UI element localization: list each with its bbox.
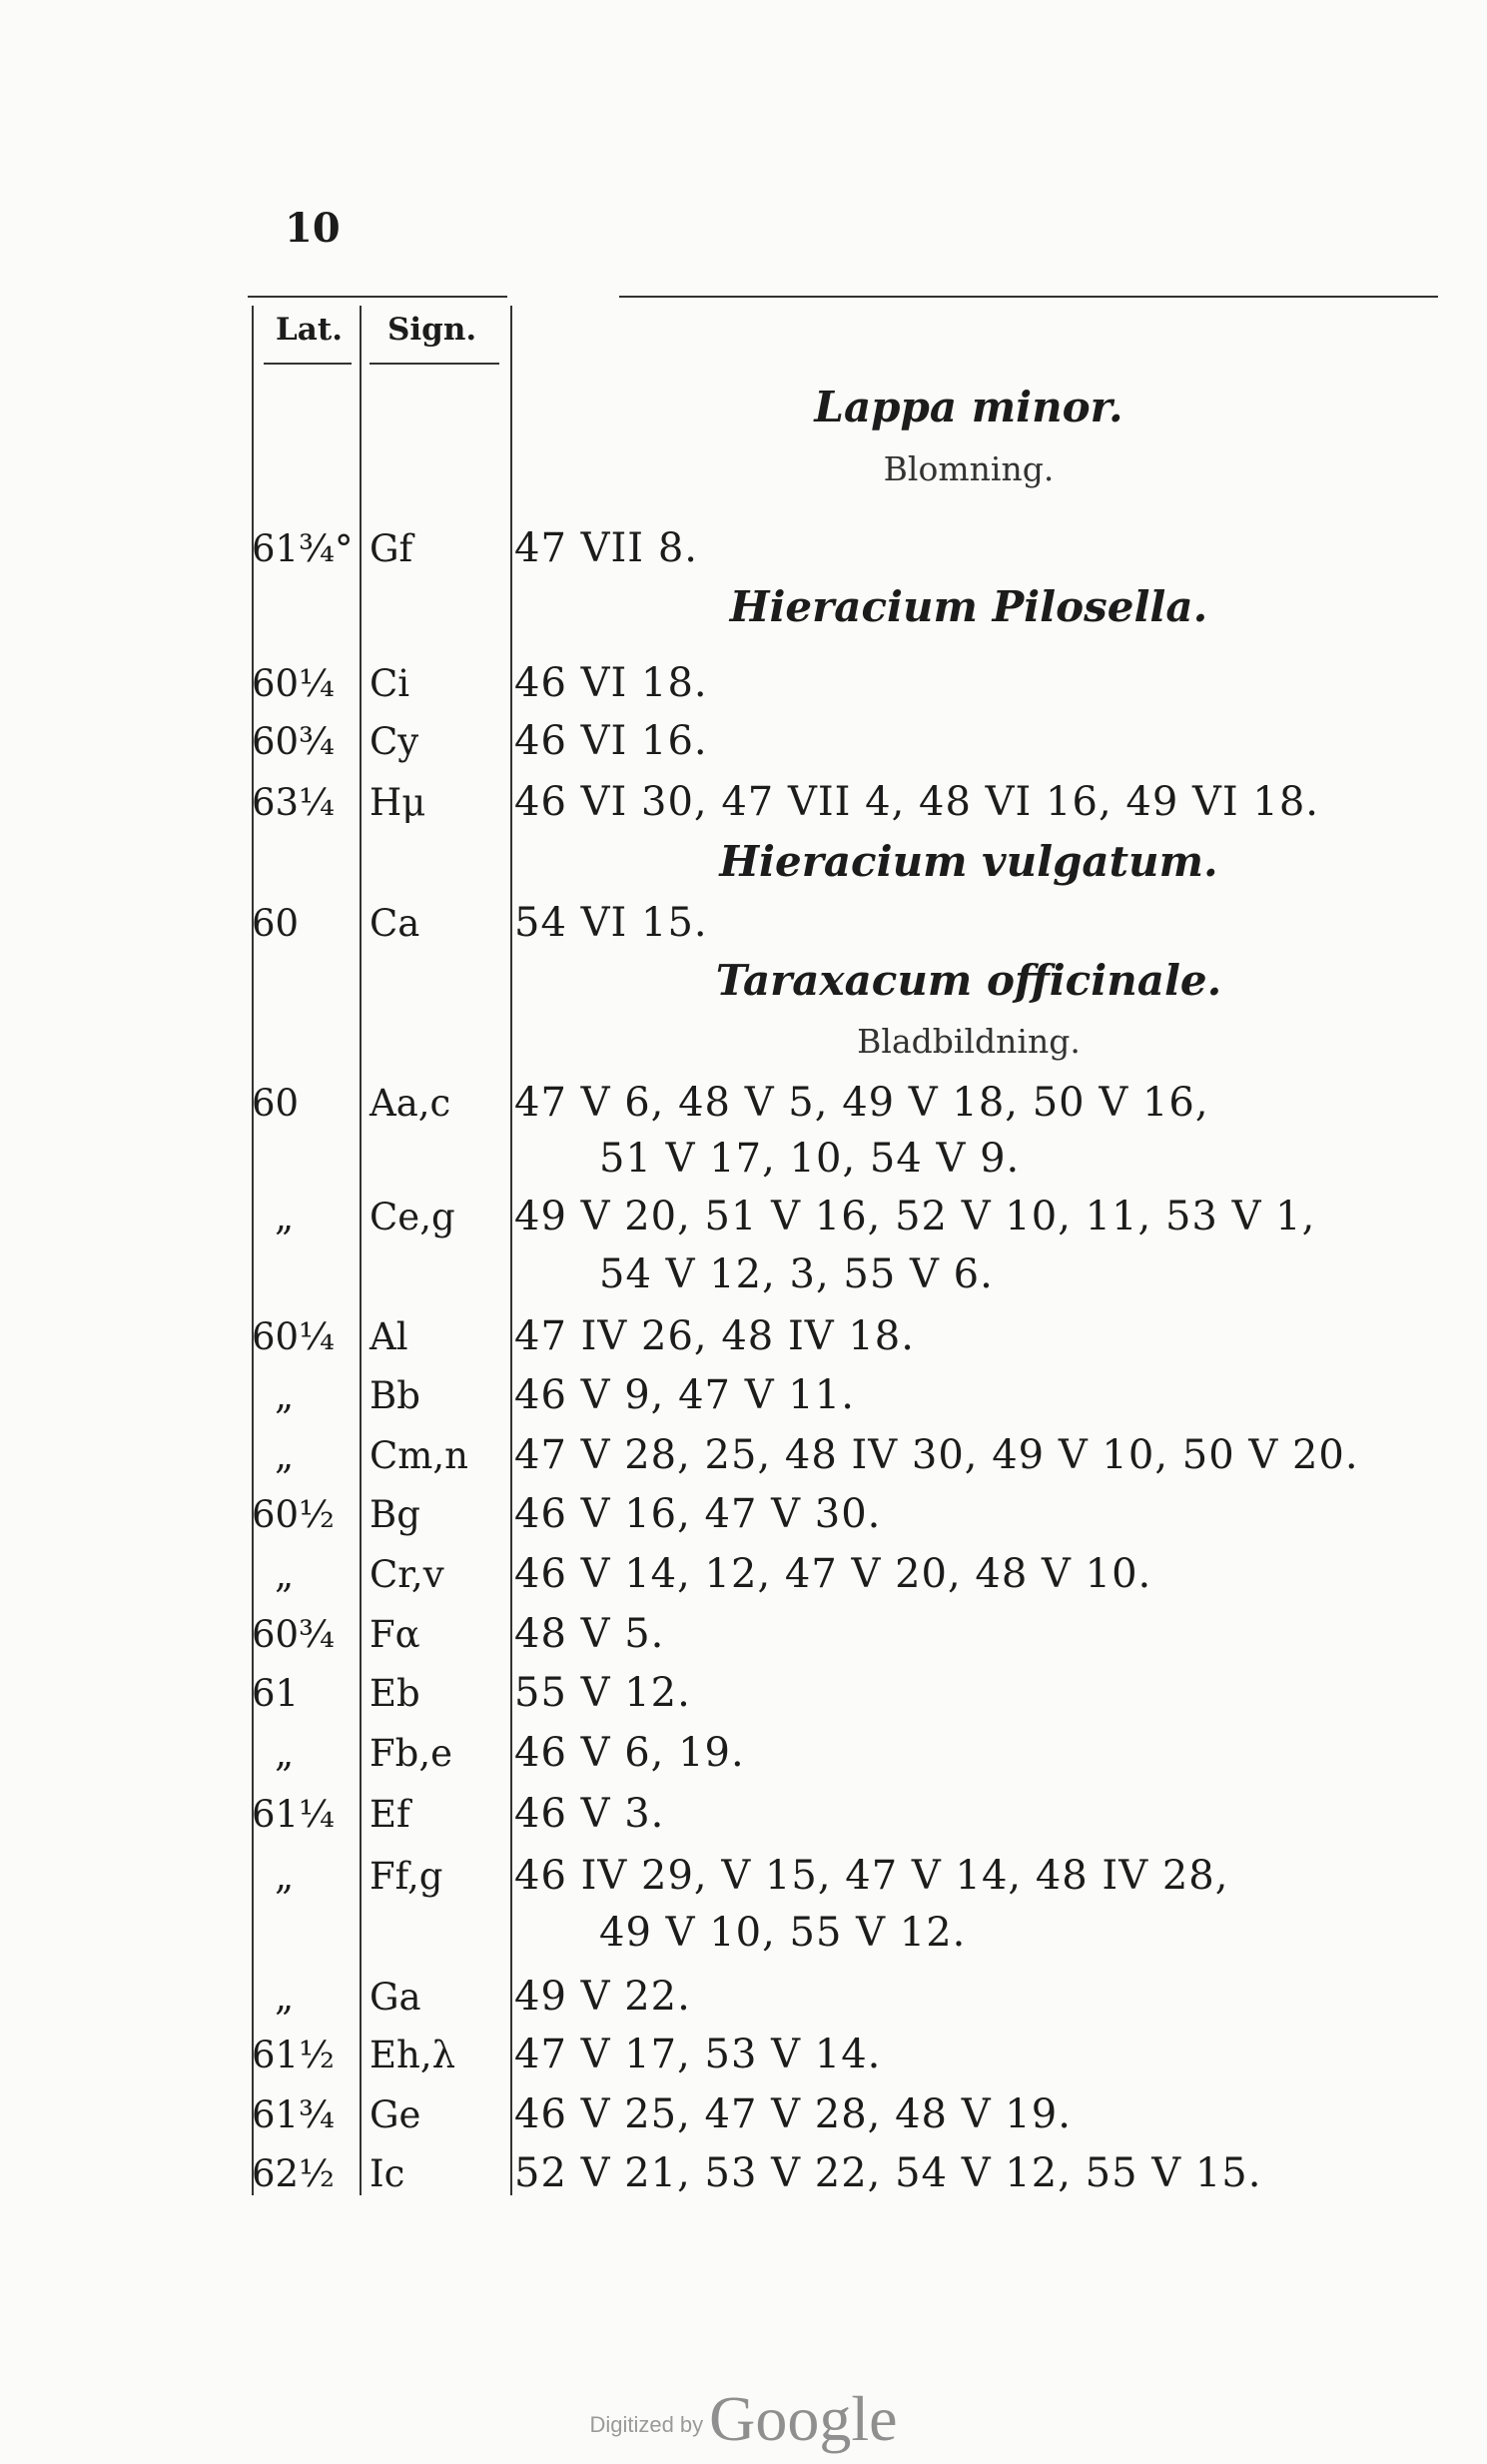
observation-cell: 46 VI 30, 47 VII 4, 48 VI 16, 49 VI 18. [514, 779, 1320, 825]
sign-cell: Ci [370, 662, 410, 705]
sign-cell: Eb [370, 1672, 420, 1715]
top-rule-left [248, 296, 507, 298]
observation-cell: 49 V 20, 51 V 16, 52 V 10, 11, 53 V 1, [514, 1194, 1316, 1239]
latitude-cell: 60¼ [252, 662, 335, 705]
latitude-cell: 61½ [252, 2034, 335, 2076]
observation-cell: 47 V 6, 48 V 5, 49 V 18, 50 V 16, [514, 1080, 1209, 1126]
latitude-cell: „ [275, 1374, 295, 1417]
google-logo-text: Google [709, 2383, 898, 2454]
phase-heading: Blomning. [883, 449, 1055, 488]
species-heading: Lappa minor. [814, 383, 1123, 431]
sign-column-header: Sign. [387, 312, 477, 348]
sign-cell: Ca [370, 902, 420, 945]
sign-cell: Ff,g [370, 1855, 443, 1898]
latitude-cell: 60 [252, 1082, 300, 1125]
observation-cell: 54 VI 15. [514, 900, 708, 946]
sign-cell: Hμ [370, 781, 426, 824]
latitude-cell: 61¾° [252, 527, 354, 570]
sign-cell: Gf [370, 527, 413, 570]
column-border-lat-sign [360, 306, 362, 2195]
latitude-cell: 60¾ [252, 720, 335, 763]
latitude-cell: 60¾ [252, 1613, 335, 1656]
observation-cell: 46 VI 16. [514, 718, 708, 764]
latitude-cell: 61¼ [252, 1793, 335, 1836]
observation-cell: 47 VII 8. [514, 525, 698, 571]
observation-cell: 46 V 25, 47 V 28, 48 V 19. [514, 2091, 1072, 2137]
sign-header-underline [370, 363, 499, 365]
observation-cell: 46 V 16, 47 V 30. [514, 1491, 882, 1537]
latitude-cell: 61¾ [252, 2093, 335, 2136]
observation-cell: 47 V 28, 25, 48 IV 30, 49 V 10, 50 V 20. [514, 1432, 1359, 1478]
latitude-cell: „ [275, 1553, 295, 1596]
latitude-cell: 62½ [252, 2152, 335, 2195]
species-heading: Hieracium Pilosella. [729, 582, 1208, 631]
observation-cell: 49 V 10, 55 V 12. [599, 1910, 967, 1956]
sign-cell: Fb,e [370, 1732, 453, 1775]
observation-cell: 46 V 9, 47 V 11. [514, 1372, 855, 1418]
species-heading: Hieracium vulgatum. [719, 837, 1218, 886]
lat-header-underline [264, 363, 352, 365]
phase-heading: Bladbildning. [857, 1022, 1081, 1061]
data-table [248, 296, 1438, 2193]
sign-cell: Al [370, 1315, 408, 1358]
observation-cell: 46 IV 29, V 15, 47 V 14, 48 IV 28, [514, 1853, 1229, 1899]
observation-cell: 47 IV 26, 48 IV 18. [514, 1313, 915, 1359]
column-border-left [252, 306, 254, 2195]
latitude-cell: „ [275, 1732, 295, 1775]
observation-cell: 55 V 12. [514, 1670, 691, 1716]
sign-cell: Ef [370, 1793, 410, 1836]
latitude-cell: 61 [252, 1672, 300, 1715]
sign-cell: Aa,c [370, 1082, 451, 1125]
latitude-cell: „ [275, 1196, 295, 1238]
latitude-cell: 63¼ [252, 781, 335, 824]
latitude-cell: 60½ [252, 1493, 335, 1536]
sign-cell: Cr,v [370, 1553, 444, 1596]
observation-cell: 46 V 3. [514, 1791, 665, 1837]
sign-cell: Ic [370, 2152, 405, 2195]
page-number: 10 [285, 205, 341, 252]
lat-column-header: Lat. [276, 312, 343, 348]
sign-cell: Ge [370, 2093, 421, 2136]
latitude-cell: 60¼ [252, 1315, 335, 1358]
sign-cell: Cm,n [370, 1434, 468, 1477]
observation-cell: 52 V 21, 53 V 22, 54 V 12, 55 V 15. [514, 2150, 1262, 2196]
observation-cell: 48 V 5. [514, 1611, 665, 1657]
observation-cell: 46 V 14, 12, 47 V 20, 48 V 10. [514, 1551, 1152, 1597]
observation-cell: 49 V 22. [514, 1974, 691, 2020]
digitized-by-text: Digitized by [589, 2412, 704, 2437]
observation-cell: 54 V 12, 3, 55 V 6. [599, 1251, 994, 1297]
latitude-cell: „ [275, 1434, 295, 1477]
observation-cell: 47 V 17, 53 V 14. [514, 2032, 882, 2077]
observation-cell: 51 V 17, 10, 54 V 9. [599, 1136, 1021, 1182]
latitude-cell: 60 [252, 902, 300, 945]
sign-cell: Eh,λ [370, 2034, 456, 2076]
sign-cell: Ce,g [370, 1196, 455, 1238]
sign-cell: Bb [370, 1374, 420, 1417]
observation-cell: 46 V 6, 19. [514, 1730, 745, 1776]
species-heading: Taraxacum officinale. [715, 956, 1222, 1005]
top-rule-right [619, 296, 1438, 298]
digitized-watermark [0, 2382, 1487, 2456]
latitude-cell: „ [275, 1976, 295, 2019]
sign-cell: Bg [370, 1493, 420, 1536]
sign-cell: Cy [370, 720, 419, 763]
sign-cell: Fα [370, 1613, 420, 1656]
sign-cell: Ga [370, 1976, 421, 2019]
observation-cell: 46 VI 18. [514, 660, 708, 706]
latitude-cell: „ [275, 1855, 295, 1898]
